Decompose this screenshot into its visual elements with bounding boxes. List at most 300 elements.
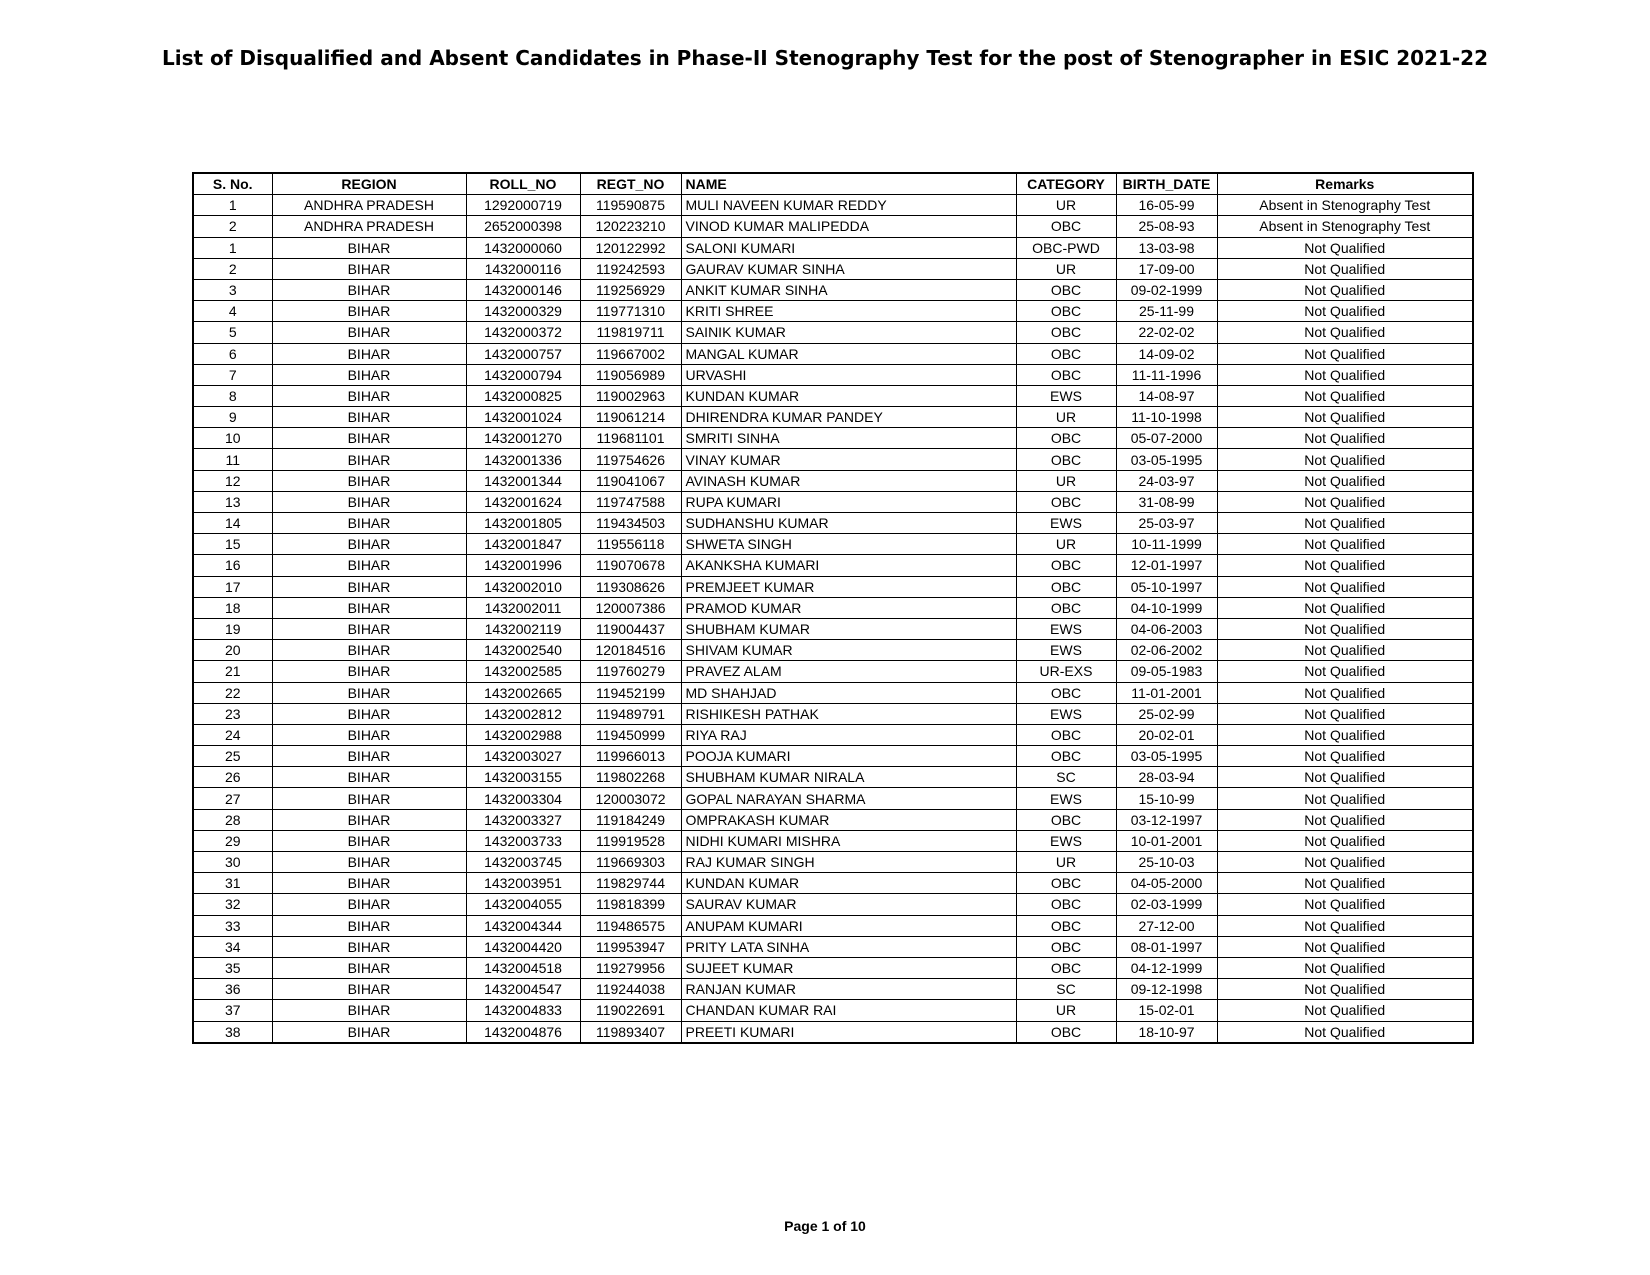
table-row (193, 979, 1473, 1000)
cell-roll-no: 1432001336 (466, 449, 580, 470)
cell-roll-no: 1432002988 (466, 724, 580, 745)
table-row (193, 767, 1473, 788)
cell-name: POOJA KUMARI (681, 746, 1016, 767)
cell-name: VINOD KUMAR MALIPEDDA (681, 216, 1016, 237)
cell-remarks: Not Qualified (1217, 258, 1473, 279)
header-row (193, 173, 1473, 195)
cell-roll-no: 1432001270 (466, 428, 580, 449)
cell-region: BIHAR (272, 830, 466, 851)
header-roll-no: ROLL_NO (466, 173, 580, 195)
cell-region: BIHAR (272, 703, 466, 724)
cell-remarks: Not Qualified (1217, 1021, 1473, 1043)
cell-remarks: Not Qualified (1217, 364, 1473, 385)
cell-remarks: Not Qualified (1217, 809, 1473, 830)
cell-roll-no: 1432001805 (466, 513, 580, 534)
cell-category: OBC (1016, 301, 1116, 322)
cell-name: KUNDAN KUMAR (681, 873, 1016, 894)
cell-regt-no: 119056989 (580, 364, 681, 385)
cell-sno: 28 (193, 809, 272, 830)
table-row (193, 407, 1473, 428)
cell-category: OBC (1016, 576, 1116, 597)
cell-region: BIHAR (272, 407, 466, 428)
cell-roll-no: 1432002665 (466, 682, 580, 703)
cell-sno: 3 (193, 279, 272, 300)
table-row (193, 809, 1473, 830)
cell-sno: 13 (193, 491, 272, 512)
cell-region: BIHAR (272, 661, 466, 682)
cell-remarks: Not Qualified (1217, 449, 1473, 470)
table-row (193, 894, 1473, 915)
cell-category: UR (1016, 195, 1116, 216)
header-category: CATEGORY (1016, 173, 1116, 195)
cell-category: OBC (1016, 809, 1116, 830)
results-table-container (192, 172, 1472, 1044)
cell-remarks: Not Qualified (1217, 385, 1473, 406)
cell-sno: 24 (193, 724, 272, 745)
cell-region: BIHAR (272, 957, 466, 978)
cell-category: OBC (1016, 936, 1116, 957)
cell-regt-no: 119681101 (580, 428, 681, 449)
cell-category: EWS (1016, 513, 1116, 534)
cell-regt-no: 119070678 (580, 555, 681, 576)
cell-category: EWS (1016, 703, 1116, 724)
cell-name: MD SHAHJAD (681, 682, 1016, 703)
header-birth-date: BIRTH_DATE (1116, 173, 1217, 195)
cell-remarks: Not Qualified (1217, 343, 1473, 364)
cell-remarks: Not Qualified (1217, 830, 1473, 851)
cell-name: MANGAL KUMAR (681, 343, 1016, 364)
cell-category: UR (1016, 534, 1116, 555)
cell-remarks: Not Qualified (1217, 767, 1473, 788)
cell-sno: 1 (193, 237, 272, 258)
cell-region: BIHAR (272, 894, 466, 915)
cell-remarks: Not Qualified (1217, 1000, 1473, 1021)
cell-regt-no: 120003072 (580, 788, 681, 809)
cell-sno: 9 (193, 407, 272, 428)
cell-region: BIHAR (272, 724, 466, 745)
cell-birth-date: 03-05-1995 (1116, 746, 1217, 767)
cell-category: EWS (1016, 385, 1116, 406)
cell-remarks: Not Qualified (1217, 746, 1473, 767)
cell-regt-no: 119004437 (580, 618, 681, 639)
cell-sno: 19 (193, 618, 272, 639)
cell-regt-no: 119919528 (580, 830, 681, 851)
cell-regt-no: 119953947 (580, 936, 681, 957)
cell-sno: 20 (193, 640, 272, 661)
table-row (193, 195, 1473, 216)
cell-regt-no: 119450999 (580, 724, 681, 745)
cell-birth-date: 09-12-1998 (1116, 979, 1217, 1000)
cell-remarks: Not Qualified (1217, 491, 1473, 512)
cell-birth-date: 11-10-1998 (1116, 407, 1217, 428)
cell-region: BIHAR (272, 852, 466, 873)
cell-region: BIHAR (272, 258, 466, 279)
cell-birth-date: 13-03-98 (1116, 237, 1217, 258)
cell-sno: 7 (193, 364, 272, 385)
cell-sno: 27 (193, 788, 272, 809)
cell-regt-no: 119893407 (580, 1021, 681, 1043)
cell-roll-no: 1432000757 (466, 343, 580, 364)
table-row (193, 301, 1473, 322)
cell-region: BIHAR (272, 767, 466, 788)
table-row (193, 279, 1473, 300)
cell-category: OBC (1016, 682, 1116, 703)
cell-name: RAJ KUMAR SINGH (681, 852, 1016, 873)
cell-regt-no: 119244038 (580, 979, 681, 1000)
cell-category: OBC (1016, 555, 1116, 576)
page-number: Page 1 of 10 (784, 1218, 866, 1234)
cell-birth-date: 20-02-01 (1116, 724, 1217, 745)
cell-name: SHUBHAM KUMAR (681, 618, 1016, 639)
cell-regt-no: 119242593 (580, 258, 681, 279)
cell-name: PRITY LATA SINHA (681, 936, 1016, 957)
table-row (193, 216, 1473, 237)
cell-region: BIHAR (272, 788, 466, 809)
cell-region: BIHAR (272, 682, 466, 703)
cell-regt-no: 119829744 (580, 873, 681, 894)
cell-roll-no: 1432001996 (466, 555, 580, 576)
cell-name: DHIRENDRA KUMAR PANDEY (681, 407, 1016, 428)
cell-regt-no: 119486575 (580, 915, 681, 936)
cell-remarks: Not Qualified (1217, 894, 1473, 915)
cell-name: ANUPAM KUMARI (681, 915, 1016, 936)
cell-roll-no: 1432004547 (466, 979, 580, 1000)
cell-regt-no: 119002963 (580, 385, 681, 406)
cell-birth-date: 11-11-1996 (1116, 364, 1217, 385)
cell-name: SMRITI SINHA (681, 428, 1016, 449)
cell-region: BIHAR (272, 491, 466, 512)
cell-remarks: Not Qualified (1217, 428, 1473, 449)
cell-regt-no: 119061214 (580, 407, 681, 428)
cell-sno: 18 (193, 597, 272, 618)
cell-sno: 15 (193, 534, 272, 555)
cell-region: BIHAR (272, 555, 466, 576)
cell-birth-date: 14-08-97 (1116, 385, 1217, 406)
table-row (193, 597, 1473, 618)
cell-remarks: Not Qualified (1217, 279, 1473, 300)
cell-name: GAURAV KUMAR SINHA (681, 258, 1016, 279)
cell-category: OBC (1016, 279, 1116, 300)
cell-regt-no: 119489791 (580, 703, 681, 724)
cell-sno: 34 (193, 936, 272, 957)
cell-remarks: Not Qualified (1217, 936, 1473, 957)
cell-birth-date: 04-06-2003 (1116, 618, 1217, 639)
cell-category: SC (1016, 767, 1116, 788)
cell-name: RUPA KUMARI (681, 491, 1016, 512)
cell-regt-no: 120184516 (580, 640, 681, 661)
cell-sno: 31 (193, 873, 272, 894)
cell-regt-no: 119022691 (580, 1000, 681, 1021)
table-row (193, 449, 1473, 470)
table-row (193, 703, 1473, 724)
table-row (193, 237, 1473, 258)
cell-birth-date: 25-08-93 (1116, 216, 1217, 237)
results-table (192, 172, 1474, 1044)
cell-birth-date: 27-12-00 (1116, 915, 1217, 936)
cell-sno: 17 (193, 576, 272, 597)
cell-region: BIHAR (272, 576, 466, 597)
cell-remarks: Not Qualified (1217, 322, 1473, 343)
table-row (193, 428, 1473, 449)
cell-roll-no: 1432001624 (466, 491, 580, 512)
cell-category: EWS (1016, 618, 1116, 639)
cell-category: UR (1016, 407, 1116, 428)
cell-category: EWS (1016, 640, 1116, 661)
cell-birth-date: 02-06-2002 (1116, 640, 1217, 661)
cell-region: BIHAR (272, 343, 466, 364)
cell-region: BIHAR (272, 640, 466, 661)
cell-remarks: Not Qualified (1217, 301, 1473, 322)
cell-name: KUNDAN KUMAR (681, 385, 1016, 406)
cell-roll-no: 1432000794 (466, 364, 580, 385)
cell-category: OBC (1016, 915, 1116, 936)
table-row (193, 873, 1473, 894)
cell-remarks: Absent in Stenography Test (1217, 195, 1473, 216)
cell-sno: 33 (193, 915, 272, 936)
cell-category: OBC-PWD (1016, 237, 1116, 258)
cell-region: BIHAR (272, 618, 466, 639)
table-row (193, 830, 1473, 851)
cell-regt-no: 119434503 (580, 513, 681, 534)
cell-sno: 36 (193, 979, 272, 1000)
header-region: REGION (272, 173, 466, 195)
cell-sno: 37 (193, 1000, 272, 1021)
cell-name: SALONI KUMARI (681, 237, 1016, 258)
cell-category: OBC (1016, 428, 1116, 449)
cell-sno: 4 (193, 301, 272, 322)
cell-region: BIHAR (272, 1000, 466, 1021)
cell-name: GOPAL NARAYAN SHARMA (681, 788, 1016, 809)
cell-birth-date: 25-10-03 (1116, 852, 1217, 873)
cell-name: PREETI KUMARI (681, 1021, 1016, 1043)
cell-regt-no: 119308626 (580, 576, 681, 597)
cell-name: SUJEET KUMAR (681, 957, 1016, 978)
cell-category: UR (1016, 852, 1116, 873)
cell-region: BIHAR (272, 470, 466, 491)
cell-birth-date: 05-10-1997 (1116, 576, 1217, 597)
cell-birth-date: 10-01-2001 (1116, 830, 1217, 851)
table-row (193, 555, 1473, 576)
cell-region: BIHAR (272, 1021, 466, 1043)
cell-category: OBC (1016, 364, 1116, 385)
table-row (193, 1000, 1473, 1021)
cell-name: SAINIK KUMAR (681, 322, 1016, 343)
cell-birth-date: 15-02-01 (1116, 1000, 1217, 1021)
cell-category: UR (1016, 258, 1116, 279)
cell-regt-no: 119590875 (580, 195, 681, 216)
cell-region: BIHAR (272, 936, 466, 957)
cell-remarks: Not Qualified (1217, 682, 1473, 703)
cell-roll-no: 1432004876 (466, 1021, 580, 1043)
cell-roll-no: 1432002540 (466, 640, 580, 661)
cell-regt-no: 119256929 (580, 279, 681, 300)
cell-name: KRITI SHREE (681, 301, 1016, 322)
cell-birth-date: 31-08-99 (1116, 491, 1217, 512)
cell-regt-no: 119556118 (580, 534, 681, 555)
cell-roll-no: 1432000372 (466, 322, 580, 343)
cell-birth-date: 09-05-1983 (1116, 661, 1217, 682)
cell-regt-no: 119819711 (580, 322, 681, 343)
table-row (193, 640, 1473, 661)
cell-roll-no: 1432002119 (466, 618, 580, 639)
cell-sno: 2 (193, 216, 272, 237)
cell-roll-no: 1292000719 (466, 195, 580, 216)
cell-regt-no: 119184249 (580, 809, 681, 830)
cell-region: BIHAR (272, 915, 466, 936)
cell-birth-date: 09-02-1999 (1116, 279, 1217, 300)
cell-sno: 5 (193, 322, 272, 343)
cell-roll-no: 1432003155 (466, 767, 580, 788)
cell-birth-date: 12-01-1997 (1116, 555, 1217, 576)
cell-remarks: Not Qualified (1217, 979, 1473, 1000)
cell-name: SHUBHAM KUMAR NIRALA (681, 767, 1016, 788)
cell-birth-date: 25-03-97 (1116, 513, 1217, 534)
cell-birth-date: 17-09-00 (1116, 258, 1217, 279)
table-row (193, 915, 1473, 936)
cell-regt-no: 119760279 (580, 661, 681, 682)
header-name: NAME (681, 173, 1016, 195)
cell-roll-no: 1432002812 (466, 703, 580, 724)
cell-remarks: Not Qualified (1217, 534, 1473, 555)
cell-category: OBC (1016, 724, 1116, 745)
cell-sno: 26 (193, 767, 272, 788)
cell-name: SAURAV KUMAR (681, 894, 1016, 915)
table-row (193, 364, 1473, 385)
cell-category: EWS (1016, 830, 1116, 851)
cell-category: OBC (1016, 957, 1116, 978)
cell-remarks: Not Qualified (1217, 661, 1473, 682)
cell-birth-date: 18-10-97 (1116, 1021, 1217, 1043)
cell-regt-no: 119966013 (580, 746, 681, 767)
table-row (193, 936, 1473, 957)
cell-roll-no: 1432004055 (466, 894, 580, 915)
cell-region: ANDHRA PRADESH (272, 216, 466, 237)
cell-remarks: Not Qualified (1217, 407, 1473, 428)
cell-roll-no: 1432000329 (466, 301, 580, 322)
cell-birth-date: 10-11-1999 (1116, 534, 1217, 555)
cell-sno: 21 (193, 661, 272, 682)
cell-remarks: Not Qualified (1217, 852, 1473, 873)
cell-birth-date: 08-01-1997 (1116, 936, 1217, 957)
cell-birth-date: 15-10-99 (1116, 788, 1217, 809)
cell-region: BIHAR (272, 449, 466, 470)
cell-roll-no: 1432001344 (466, 470, 580, 491)
cell-category: UR (1016, 470, 1116, 491)
cell-category: OBC (1016, 873, 1116, 894)
table-row (193, 576, 1473, 597)
table-row (193, 852, 1473, 873)
cell-region: BIHAR (272, 979, 466, 1000)
cell-roll-no: 1432002010 (466, 576, 580, 597)
document-title: List of Disqualified and Absent Candidates in Phase-II Stenography Test for the post of Stenographer in ESIC 2021-22 (161, 46, 1489, 70)
cell-remarks: Not Qualified (1217, 957, 1473, 978)
cell-region: BIHAR (272, 301, 466, 322)
cell-sno: 22 (193, 682, 272, 703)
cell-birth-date: 14-09-02 (1116, 343, 1217, 364)
cell-region: BIHAR (272, 809, 466, 830)
cell-regt-no: 119669303 (580, 852, 681, 873)
cell-region: BIHAR (272, 428, 466, 449)
cell-regt-no: 119754626 (580, 449, 681, 470)
table-row (193, 788, 1473, 809)
table-row (193, 491, 1473, 512)
table-row (193, 385, 1473, 406)
cell-category: OBC (1016, 491, 1116, 512)
cell-roll-no: 1432003327 (466, 809, 580, 830)
cell-sno: 16 (193, 555, 272, 576)
table-row (193, 746, 1473, 767)
cell-name: PRAMOD KUMAR (681, 597, 1016, 618)
cell-name: RIYA RAJ (681, 724, 1016, 745)
cell-remarks: Not Qualified (1217, 873, 1473, 894)
cell-category: UR-EXS (1016, 661, 1116, 682)
table-row (193, 470, 1473, 491)
cell-roll-no: 1432003304 (466, 788, 580, 809)
cell-name: OMPRAKASH KUMAR (681, 809, 1016, 830)
cell-category: OBC (1016, 746, 1116, 767)
cell-birth-date: 25-02-99 (1116, 703, 1217, 724)
cell-category: OBC (1016, 343, 1116, 364)
cell-category: OBC (1016, 1021, 1116, 1043)
cell-category: EWS (1016, 788, 1116, 809)
cell-roll-no: 1432004518 (466, 957, 580, 978)
cell-roll-no: 1432003745 (466, 852, 580, 873)
cell-regt-no: 119818399 (580, 894, 681, 915)
table-row (193, 343, 1473, 364)
cell-sno: 8 (193, 385, 272, 406)
cell-sno: 1 (193, 195, 272, 216)
cell-name: NIDHI KUMARI MISHRA (681, 830, 1016, 851)
cell-name: RANJAN KUMAR (681, 979, 1016, 1000)
cell-remarks: Not Qualified (1217, 237, 1473, 258)
cell-roll-no: 1432000146 (466, 279, 580, 300)
cell-birth-date: 25-11-99 (1116, 301, 1217, 322)
cell-remarks: Absent in Stenography Test (1217, 216, 1473, 237)
cell-birth-date: 04-10-1999 (1116, 597, 1217, 618)
cell-regt-no: 119279956 (580, 957, 681, 978)
cell-remarks: Not Qualified (1217, 576, 1473, 597)
cell-birth-date: 02-03-1999 (1116, 894, 1217, 915)
cell-remarks: Not Qualified (1217, 597, 1473, 618)
cell-roll-no: 1432001847 (466, 534, 580, 555)
table-row (193, 724, 1473, 745)
cell-sno: 25 (193, 746, 272, 767)
cell-regt-no: 120122992 (580, 237, 681, 258)
cell-remarks: Not Qualified (1217, 724, 1473, 745)
cell-name: CHANDAN KUMAR RAI (681, 1000, 1016, 1021)
cell-sno: 14 (193, 513, 272, 534)
cell-name: ANKIT KUMAR SINHA (681, 279, 1016, 300)
cell-birth-date: 28-03-94 (1116, 767, 1217, 788)
cell-sno: 11 (193, 449, 272, 470)
cell-remarks: Not Qualified (1217, 703, 1473, 724)
cell-name: SHWETA SINGH (681, 534, 1016, 555)
cell-sno: 30 (193, 852, 272, 873)
cell-region: ANDHRA PRADESH (272, 195, 466, 216)
cell-region: BIHAR (272, 513, 466, 534)
cell-regt-no: 119452199 (580, 682, 681, 703)
cell-category: OBC (1016, 894, 1116, 915)
cell-name: URVASHI (681, 364, 1016, 385)
cell-remarks: Not Qualified (1217, 470, 1473, 491)
cell-birth-date: 22-02-02 (1116, 322, 1217, 343)
cell-remarks: Not Qualified (1217, 640, 1473, 661)
cell-sno: 32 (193, 894, 272, 915)
cell-roll-no: 1432004344 (466, 915, 580, 936)
cell-remarks: Not Qualified (1217, 788, 1473, 809)
header-sno: S. No. (193, 173, 272, 195)
cell-roll-no: 1432004420 (466, 936, 580, 957)
